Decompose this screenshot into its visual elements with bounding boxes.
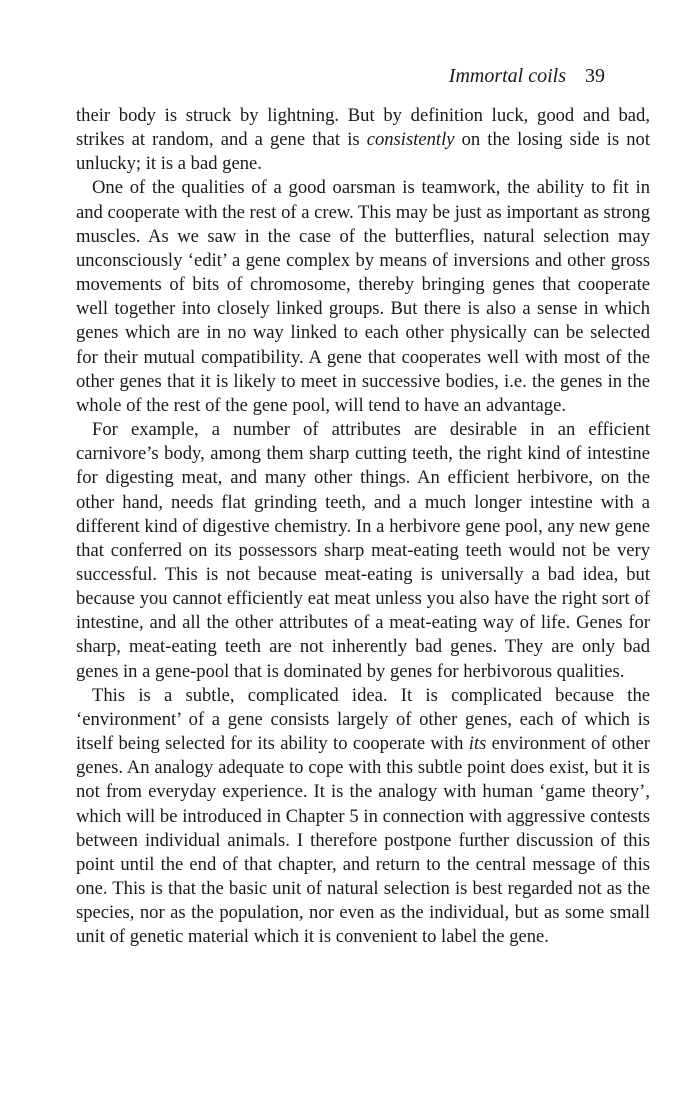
running-head (449, 64, 605, 88)
paragraph-1-text-a: their body is struck by lightning. But by definition luck, good and bad, strikes at random, and a gene that is (76, 105, 650, 151)
body-text (76, 104, 650, 949)
emphasis-its: its (468, 733, 487, 755)
paragraph-4 (76, 684, 650, 950)
running-head-title: Immortal coils (448, 65, 566, 87)
paragraph-3: For example, a number of attributes are desirable in an efficient carnivore’s body, among them sharp cutting teeth, the right kind of intestine for digesting meat, and many other things. An efficient herbivore, on the other hand, needs flat grinding teeth, and a much longer intestine with a different kind of digestive chemistry. In a herbivore gene pool, any new gene that conferred on its possessors sharp meat-eating teeth would not be very successful. This is not because meat-eating is universally a bad idea, but because you cannot efficiently eat meat unless you also have the right sort of intestine, and all the other attributes of a meat-eating way of life. Genes for sharp, meat-eating teeth are not inherently bad genes. They are only bad genes in a gene-pool that is dominated by genes for herbivorous qualities. (76, 419, 650, 682)
paragraph-2: One of the qualities of a good oarsman is teamwork, the ability to fit in and cooperate with the rest of a crew. This may be just as important as strong muscles. As we saw in the case of the butterflies, natural selection may unconsciously ‘edit’ a gene complex by means of inversions and other gross movements of bits of chromosome, thereby bringing genes that cooperate well together into closely linked groups. But there is also a sense in which genes which are in no way linked to each other physically can be selected for their mutual compatibility. A gene that cooperates well with most of the other genes that it is likely to meet in successive bodies, i.e. the genes in the whole of the rest of the gene pool, will tend to have an advantage. (76, 177, 650, 416)
paragraph-4-text-b: environment of other genes. An analogy adequate to cope with this subtle point does exist, but it is not from everyday experience. It is the analogy with human ‘game theory’, which will be introduced in Chapter 5 in connection with aggressive contests between individual animals. I therefore postpone further discussion of this point until the end of that chapter, and return to the central message of this one. This is that the basic unit of natural selection is best regarded not as the species, nor as the population, nor even as the individual, but as some small unit of genetic material which it is convenient to label the gene. (76, 733, 650, 948)
paragraph-4-text-a: This is a subtle, complicated idea. It is complicated because the ‘environment’ of a gene consists largely of other genes, each of which is itself being selected for its ability to cooperate with (76, 684, 650, 755)
paragraph-1-text-b: on the losing side is not unlucky; it is a bad gene. (76, 129, 650, 175)
paragraph-1 (76, 104, 650, 176)
page-number: 39 (585, 65, 605, 87)
emphasis-consistently: consistently (366, 129, 455, 151)
